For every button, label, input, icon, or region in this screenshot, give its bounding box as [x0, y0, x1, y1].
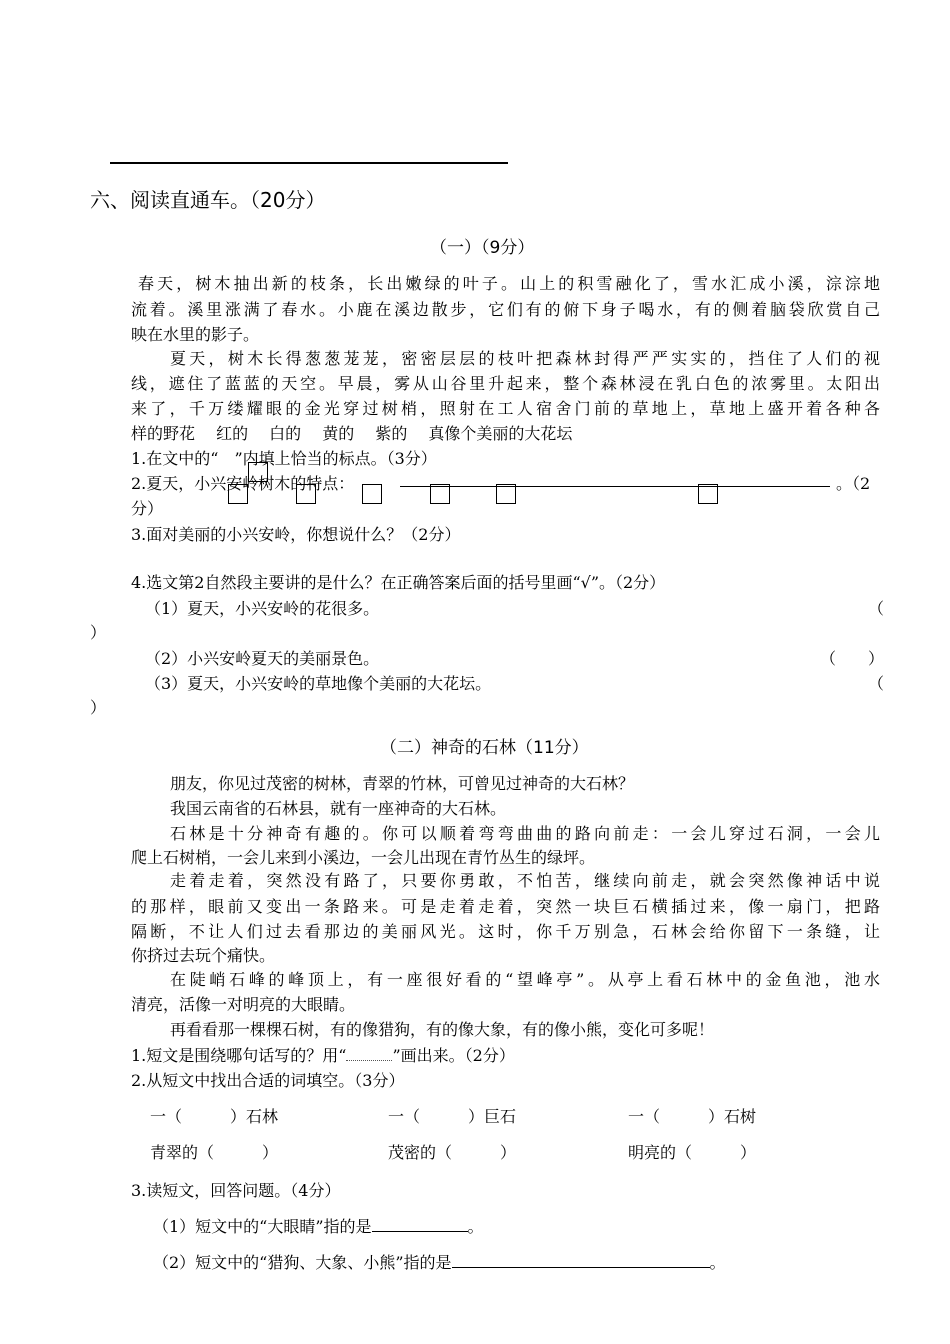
part2-p-line5: 走着走着，突然没有路了，只要你勇敢，不怕苦，继续向前走，就会突然像神话中说: [170, 871, 880, 890]
fill-item-2[interactable]: 一（ ）巨石: [388, 1107, 517, 1126]
part1-option-1: （1）夏天，小兴安岭的花很多。: [145, 599, 380, 618]
part1-p2-line2: 线，遮住了蓝蓝的天空。早晨，雾从山谷里升起来，整个森林浸在乳白色的浓雾里。太阳出: [131, 374, 880, 393]
part1-title: （一）（9分）: [430, 238, 535, 258]
part1-p2-line3: 来了，千万缕耀眼的金光穿过树梢，照射在工人宿舍门前的草地上，草地上盛开着各种各: [131, 399, 880, 418]
part2-p-line7: 隔断，不让人们过去看那边的美丽风光。这时，你千万别急，石林会给你留下一条缝，让: [131, 922, 880, 941]
part1-option-3: （3）夏天，小兴安岭的草地像个美丽的大花坛。: [145, 674, 492, 693]
option-1-paren-close: ）: [90, 623, 107, 642]
punctuation-box-4[interactable]: [362, 484, 382, 504]
part2-q1-text-b: ”画出来。（2分）: [392, 1046, 515, 1065]
part2-q3-1: [153, 1214, 484, 1237]
part1-option-2: （2）小兴安岭夏天的美丽景色。: [145, 649, 380, 668]
part2-p-line3: 石林是十分神奇有趣的。你可以顺着弯弯曲曲的路向前走：一会儿穿过石洞，一会儿: [170, 824, 880, 843]
part1-p1-line2: 流着。溪里涨满了春水。小鹿在溪边散步，它们有的俯下身子喝水，有的侧着脑袋欣赏自己: [131, 300, 880, 319]
part2-p-line2: 我国云南省的石林县，就有一座神奇的大石林。: [170, 799, 507, 818]
part2-q1-text-a: 1.短文是围绕哪句话写的？用“: [131, 1046, 347, 1065]
part2-q3-2-text: （2）短文中的“猎狗、大象、小熊”指的是: [153, 1253, 452, 1272]
part1-p2-line4: 样的野花 红的 白的 黄的 紫的 真像个美丽的大花坛: [131, 424, 573, 443]
part1-q2: 2.夏天，小兴安岭树木的特点：: [131, 474, 355, 493]
fill-item-1[interactable]: 一（ ）石林: [150, 1107, 279, 1126]
wavy-line-sample: [346, 1048, 392, 1061]
punctuation-box-2[interactable]: [228, 484, 248, 504]
part1-q2-score-a: 。（2: [836, 474, 871, 493]
part2-q1: [131, 1043, 515, 1066]
part2-p-line11: 再看看那一棵棵石树，有的像猎狗，有的像大象，有的像小熊，变化可多呢！: [170, 1020, 715, 1039]
option-3-paren-open[interactable]: （: [868, 674, 885, 693]
punctuation-box-7[interactable]: [698, 484, 718, 504]
part2-q2: 2.从短文中找出合适的词填空。（3分）: [131, 1071, 405, 1090]
part2-q3-1-text: （1）短文中的“大眼睛”指的是: [153, 1217, 372, 1236]
part1-q4: 4.选文第2自然段主要讲的是什么？在正确答案后面的括号里画“√”。（2分）: [131, 573, 666, 592]
part1-q3: 3.面对美丽的小兴安岭，你想说什么？（2分）: [131, 525, 461, 544]
section-title: 六、阅读直通车。（20分）: [90, 188, 326, 212]
part1-p1-line1: 春天，树木抽出新的枝条，长出嫩绿的叶子。山上的积雪融化了，雪水汇成小溪，淙淙地: [138, 274, 880, 293]
answer-blank-eyes[interactable]: [372, 1217, 468, 1232]
part1-q2-score-b: 分）: [131, 499, 164, 518]
part2-p-line4: 爬上石树梢，一会儿来到小溪边，一会儿出现在青竹丛生的绿坪。: [131, 848, 596, 867]
part1-p1-line3: 映在水里的影子。: [131, 325, 260, 344]
part2-q3-1-period: 。: [467, 1217, 484, 1236]
punctuation-box-1[interactable]: [248, 462, 268, 482]
option-1-paren-open[interactable]: （: [868, 599, 885, 618]
punctuation-box-5[interactable]: [430, 484, 450, 504]
part1-q1: 1.在文中的“ ”内填上恰当的标点。（3分）: [131, 449, 437, 468]
fill-item-3[interactable]: 一（ ）石树: [628, 1107, 757, 1126]
part2-q3-2: [153, 1250, 726, 1273]
punctuation-box-3[interactable]: [296, 484, 316, 504]
part1-p2-line1: 夏天，树木长得葱葱茏茏，密密层层的枝叶把森林封得严严实实的，挡住了人们的视: [170, 349, 880, 368]
part2-p-line8: 你挤过去玩个痛快。: [131, 946, 276, 965]
fill-item-5[interactable]: 茂密的（ ）: [388, 1143, 517, 1162]
part2-p-line1: 朋友，你见过茂密的树林，青翠的竹林，可曾见过神奇的大石林？: [170, 774, 635, 793]
option-2-paren[interactable]: （ ）: [820, 649, 885, 668]
part2-title: （二）神奇的石林（11分）: [380, 738, 589, 758]
fill-item-4[interactable]: 青翠的（ ）: [150, 1143, 279, 1162]
answer-blank-animals[interactable]: [452, 1253, 710, 1268]
part2-q3: 3.读短文，回答问题。（4分）: [131, 1181, 341, 1200]
fill-item-6[interactable]: 明亮的（ ）: [628, 1143, 757, 1162]
part2-p-line10: 清亮，活像一对明亮的大眼睛。: [131, 995, 356, 1014]
part2-p-line6: 的那样，眼前又变出一条路来。可是走着走着，突然一块巨石横插过来，像一扇门，把路: [131, 897, 880, 916]
part1-q2-answer-line[interactable]: [400, 486, 830, 487]
top-divider-line: [110, 162, 508, 164]
part2-q3-2-period: 。: [709, 1253, 726, 1272]
punctuation-box-6[interactable]: [496, 484, 516, 504]
part2-p-line9: 在陡峭石峰的峰顶上，有一座很好看的“望峰亭”。从亭上看石林中的金鱼池，池水: [170, 970, 880, 989]
option-3-paren-close: ）: [90, 698, 107, 717]
